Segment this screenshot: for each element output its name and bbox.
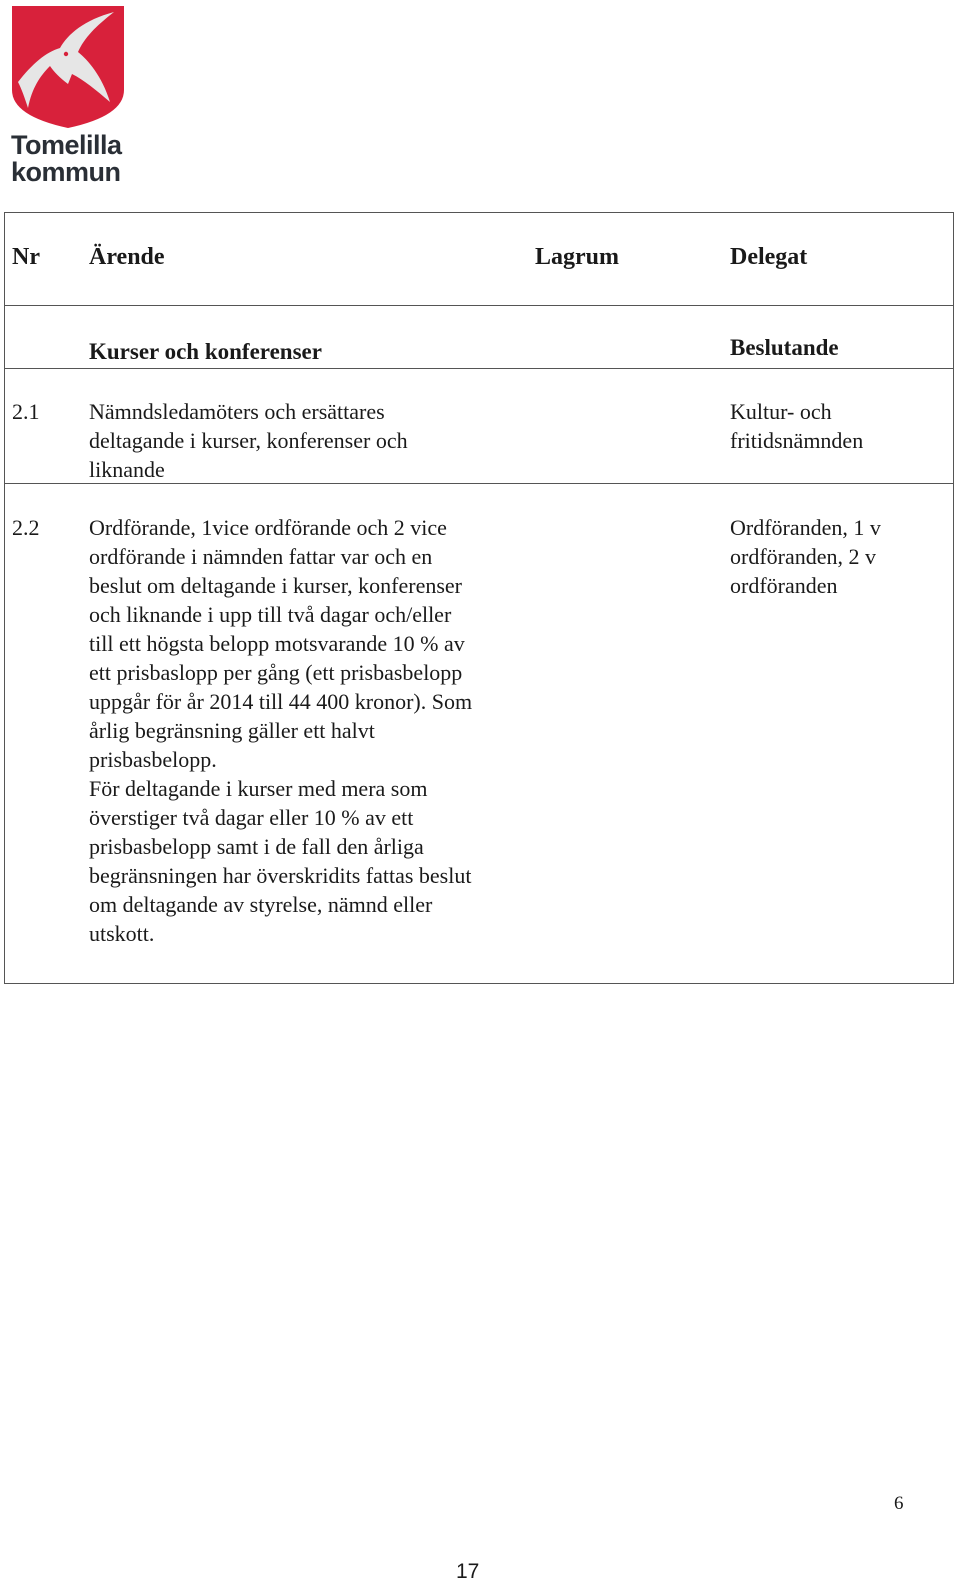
section-beslutande: Beslutande — [730, 335, 839, 360]
row-2-2-delegat: Ordföranden, 1 v ordföranden, 2 v ordföranden — [730, 515, 881, 598]
header-lagrum: Lagrum — [535, 244, 619, 270]
header-delegat: Delegat — [730, 244, 808, 270]
logo-line-2: kommun — [11, 157, 121, 187]
section-title: Kurser och konferenser — [89, 339, 322, 364]
header-arende: Ärende — [89, 244, 165, 270]
tomelilla-kommun-logo — [10, 4, 140, 190]
header-divider — [5, 305, 953, 306]
footer-page-number: 17 — [456, 1560, 480, 1583]
row-2-2-nr: 2.2 — [12, 515, 40, 540]
section-divider — [5, 368, 953, 369]
page-number: 6 — [894, 1493, 904, 1514]
logo-wordmark — [11, 132, 122, 186]
header-nr: Nr — [12, 244, 40, 270]
row-2-2-arende: Ordförande, 1vice ordförande och 2 vice ordförande i nämnden fattar var och en beslut om deltagande i kurser, konferenser och liknande i upp till två dagar och/eller till ett högsta belopp motsvarande 10 % av ett prisbaslopp per gång (ett prisbasbelopp uppgår för år 2014 till 44 400 kronor). Som årlig begränsning gäller ett halvt prisbasbelopp. För deltagande i kurser med mera som överstiger två dagar eller 10 % av ett prisbasbelopp samt i de fall den årliga begränsningen har överskridits fattas beslut om deltagande av styrelse, nämnd eller utskott. — [89, 515, 473, 946]
delegation-table — [4, 212, 954, 984]
row-2-1-arende: Nämndsledamöters och ersättares deltagande i kurser, konferenser och liknande — [89, 399, 408, 482]
row-2-1-nr: 2.1 — [12, 399, 40, 424]
row-2-1-delegat: Kultur- och fritidsnämnden — [730, 399, 864, 453]
logo-line-1: Tomelilla — [11, 130, 122, 160]
kite-shield-icon — [10, 4, 126, 130]
